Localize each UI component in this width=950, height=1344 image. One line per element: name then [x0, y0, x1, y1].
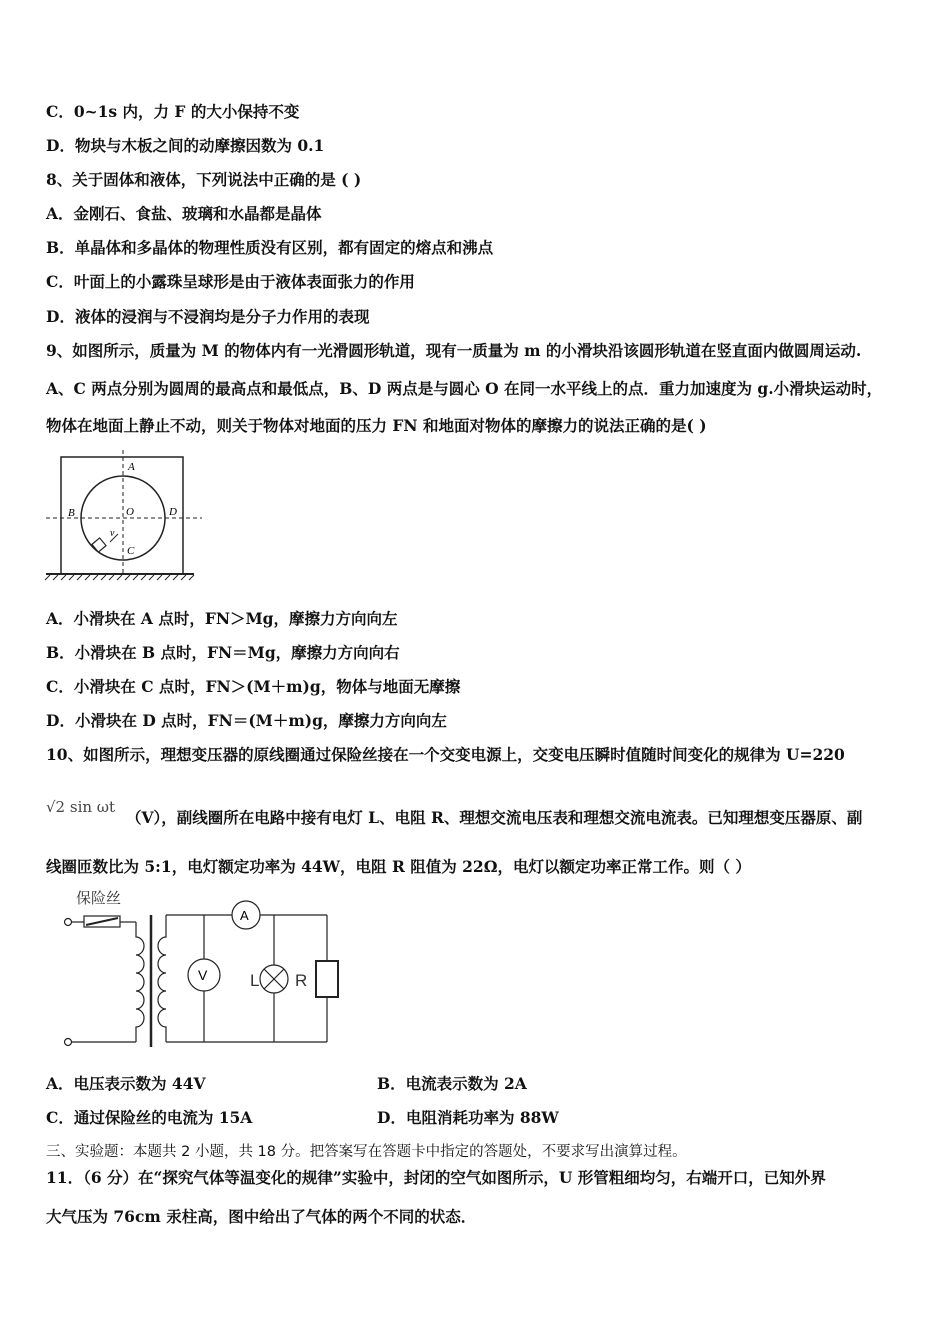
figure-10-transformer-circuit: [44, 885, 344, 1051]
lamp-label: L: [250, 971, 260, 990]
option-9b: B．小滑块在 B 点时，FN＝Mg，摩擦力方向向右: [46, 643, 400, 662]
option-7d: D．物块与木板之间的动摩擦因数为 0.1: [46, 136, 325, 155]
voltmeter-label: V: [198, 967, 208, 983]
option-10a: A．电压表示数为 44V: [46, 1074, 206, 1093]
option-8a: A．金刚石、食盐、玻璃和水晶都是晶体: [46, 204, 322, 223]
question-11-line-2: 大气压为 76cm 汞柱高，图中给出了气体的两个不同的状态．: [46, 1207, 477, 1226]
option-10b: B．电流表示数为 2A: [377, 1074, 527, 1093]
question-10-line-3: 线圈匝数比为 5:1，电灯额定功率为 44W，电阻 R 阻值为 22Ω，电灯以额定功率正常工作。则（ ）: [46, 857, 751, 876]
option-8b: B．单晶体和多晶体的物理性质没有区别，都有固定的熔点和沸点: [46, 238, 494, 257]
figure-9-circular-track: [44, 448, 204, 584]
option-7c: C．0~1s 内，力 F 的大小保持不变: [46, 102, 300, 121]
resistor-label: R: [295, 971, 308, 990]
label-b: B: [68, 507, 75, 519]
question-9-line-1: 9、如图所示，质量为 M 的物体内有一光滑圆形轨道，现有一质量为 m 的小滑块沿该圆形轨道在竖直面内做圆周运动.: [46, 341, 862, 360]
option-9a: A．小滑块在 A 点时，FN＞Mg，摩擦力方向向左: [46, 609, 398, 628]
label-v: v: [110, 528, 115, 539]
question-10-line-1: 10、如图所示，理想变压器的原线圈通过保险丝接在一个交变电源上，交变电压瞬时值随时间变化的规律为 U=220: [46, 745, 845, 764]
label-d: D: [169, 506, 177, 518]
fuse-label: 保险丝: [76, 889, 122, 907]
label-a: A: [128, 461, 135, 473]
ammeter-label: A: [240, 908, 249, 923]
label-o: O: [126, 506, 134, 518]
resistor-icon: [316, 961, 338, 997]
option-10d: D．电阻消耗功率为 88W: [377, 1108, 559, 1127]
voltage-formula: √2 sin ωt: [46, 798, 116, 816]
option-9d: D．小滑块在 D 点时，FN＝(M＋m)g，摩擦力方向向左: [46, 711, 447, 730]
question-10-line-2: （V），副线圈所在电路中接有电灯 L、电阻 R、理想交流电压表和理想交流电流表。已知理想变压器原、副: [126, 808, 863, 827]
label-c: C: [127, 545, 135, 557]
question-9-line-2: A、C 两点分别为圆周的最高点和最低点，B、D 两点是与圆心 O 在同一水平线上的点．重力加速度为 g.小滑块运动时，: [46, 379, 883, 398]
question-9-line-3: 物体在地面上静止不动，则关于物体对地面的压力 FN 和地面对物体的摩擦力的说法正确的是( ): [46, 416, 707, 435]
section-3-heading: 三、实验题：本题共 2 小题，共 18 分。把答案写在答题卡中指定的答题处，不要求写出演算过程。: [46, 1144, 687, 1160]
option-8d: D．液体的浸润与不浸润均是分子力作用的表现: [46, 307, 370, 326]
option-10c: C．通过保险丝的电流为 15A: [46, 1108, 253, 1127]
option-9c: C．小滑块在 C 点时，FN＞(M＋m)g，物体与地面无摩擦: [46, 677, 461, 696]
question-11-line-1: 11．（6 分）在“探究气体等温变化的规律”实验中，封闭的空气如图所示，U 形管粗细均匀，右端开口，已知外界: [46, 1168, 826, 1187]
question-8: 8、关于固体和液体，下列说法中正确的是 ( ): [46, 170, 362, 189]
option-8c: C．叶面上的小露珠呈球形是由于液体表面张力的作用: [46, 272, 415, 291]
